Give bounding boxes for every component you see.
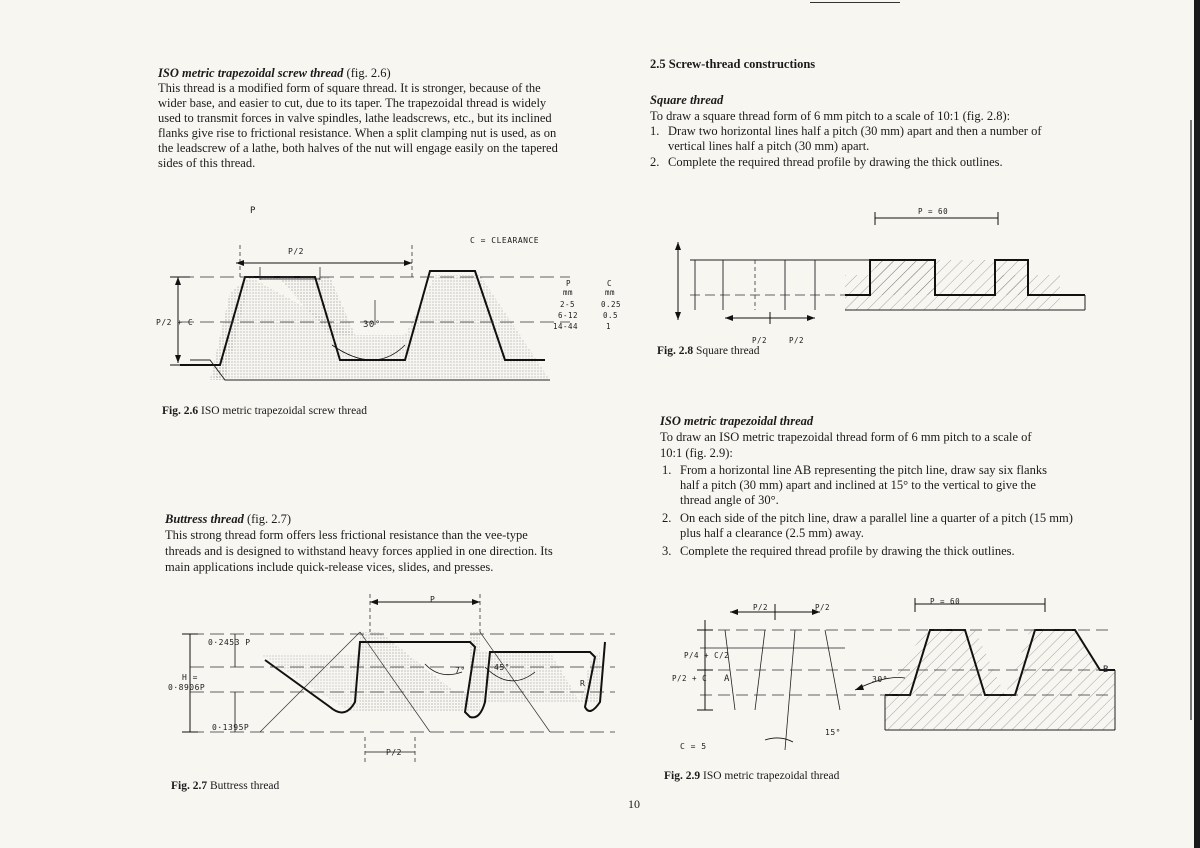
trap2-step-2-line-1: On each side of the pitch line, draw a parallel line a quarter of a pitch (15 mm): [680, 511, 1073, 525]
page-edge-shadow: [1194, 0, 1200, 848]
fig27-label-p2: P/2: [386, 748, 402, 757]
fig26-label-left: P/2 + C: [156, 318, 194, 327]
fig29-label-a: A: [724, 674, 730, 684]
trap2-intro-1: To draw an ISO metric trapezoidal thread form of 6 mm pitch to a scale of: [660, 430, 1032, 444]
fig26-table-row-1-c: 0.25: [601, 300, 622, 309]
fig26-table-row-3-c: 1: [606, 322, 612, 331]
fig29-label-30: 30°: [872, 675, 888, 684]
fig26-table-row-1-p: 2-5: [560, 300, 576, 309]
fig28-label-p60: P = 60: [918, 207, 949, 216]
fig28-label-p2b: P/2: [789, 336, 805, 345]
fig27-label-a: 0·2453 P: [208, 638, 251, 647]
trap2-step-1-num: 1.: [662, 463, 672, 477]
fig29-label-p2b: P/2: [815, 603, 831, 612]
fig27-label-hv: 0·8906P: [168, 683, 206, 692]
trap2-step-2-line-2: plus half a clearance (2.5 mm) away.: [680, 526, 864, 540]
fig26-table-head-c: C: [607, 279, 613, 288]
fig27-label-7: 7°: [455, 666, 466, 675]
trap2-step-1-line-3: thread angle of 30°.: [680, 493, 779, 507]
trap2-step-1-line-1: From a horizontal line AB representing the pitch line, draw say six flanks: [680, 463, 1047, 477]
fig26-caption: Fig. 2.6 ISO metric trapezoidal screw thread: [162, 405, 368, 417]
fig26-table-row-2-c: 0.5: [603, 311, 619, 320]
fig28-caption: Fig. 2.8 Square thread: [657, 345, 760, 357]
fig-2-6-diagram: [150, 205, 630, 385]
trap-line-3: used to transmit forces in valve spindles, lathe leadscrews, etc., but its inclined: [158, 111, 552, 125]
top-rule: [810, 2, 900, 3]
square-step-2-line-1: Complete the required thread profile by drawing the thick outlines.: [668, 155, 1003, 169]
fig28-label-p2a: P/2: [752, 336, 768, 345]
fig27-caption: Fig. 2.7 Buttress thread: [171, 780, 280, 792]
buttress-line-1: This strong thread form offers less frictional resistance than the vee-type: [165, 528, 528, 542]
fig-2-9-diagram: [665, 590, 1125, 760]
buttress-line-3: main applications include quick-release vices, slides, and presses.: [165, 560, 494, 574]
fig29-hatch: [885, 630, 1115, 730]
fig29-label-15: 15°: [825, 728, 841, 737]
trap2-step-1-line-2: half a pitch (30 mm) apart and inclined at 15° to the vertical to give the: [680, 478, 1036, 492]
buttress-heading: Buttress thread (fig. 2.7): [165, 512, 292, 526]
fig29-caption: Fig. 2.9 ISO metric trapezoidal thread: [664, 770, 840, 782]
square-step-2-num: 2.: [650, 155, 660, 169]
fig26-table-row-2-p: 6-12: [558, 311, 579, 320]
square-heading: Square thread: [650, 93, 724, 107]
fig26-table-unit-p: mm: [563, 288, 574, 297]
square-intro: To draw a square thread form of 6 mm pitch to a scale of 10:1 (fig. 2.8):: [650, 109, 1011, 123]
fig29-label-c5: C = 5: [680, 742, 707, 751]
trap-line-2: wider base, and easier to cut, due to its taper. The trapezoidal thread is widely: [158, 96, 547, 110]
fig29-label-left1: P/4 + C/2: [684, 651, 730, 660]
fig29-label-b: B: [1103, 665, 1109, 675]
trap-line-6: sides of this thread.: [158, 156, 256, 170]
fig27-label-h: H =: [182, 673, 198, 682]
trap-line-5: the leadscrew of a lathe, both halves of the nut will engage easily on the tapered: [158, 141, 558, 155]
trap2-step-3-line-1: Complete the required thread profile by drawing the thick outlines.: [680, 544, 1015, 558]
trap-line-1: This thread is a modified form of square thread. It is stronger, because of the: [158, 81, 541, 95]
square-step-1-line-1: Draw two horizontal lines half a pitch (30 mm) apart and then a number of: [668, 124, 1042, 138]
fig26-label-p: P: [250, 206, 256, 216]
fig26-table-head-p: P: [566, 279, 572, 288]
trap2-intro-2: 10:1 (fig. 2.9):: [660, 446, 733, 460]
fig26-label-p2: P/2: [288, 247, 304, 256]
trap2-heading: ISO metric trapezoidal thread: [660, 414, 814, 428]
page-number: 10: [628, 797, 640, 811]
fig-2-8-diagram: [660, 200, 1120, 340]
trap-heading: ISO metric trapezoidal screw thread (fig. 2.6): [158, 66, 391, 80]
fig27-label-45: 45°: [494, 663, 510, 672]
trap2-step-3-num: 3.: [662, 544, 672, 558]
fig26-label-angle: 30°: [363, 320, 381, 330]
fig29-label-p60: P = 60: [930, 597, 961, 606]
section-heading: 2.5 Screw-thread constructions: [650, 57, 816, 71]
fig26-table-unit-c: mm: [605, 288, 616, 297]
fig26-label-clearance: C = CLEARANCE: [470, 236, 540, 245]
trap-line-4: flanks give rise to frictional resistance. When a split clamping nut is used, as on: [158, 126, 557, 140]
fig29-label-left2: P/2 + C: [672, 674, 708, 683]
fig27-label-p: P: [430, 595, 436, 604]
square-step-1-num: 1.: [650, 124, 660, 138]
page-edge-line: [1190, 120, 1192, 720]
buttress-line-2: threads and is designed to withstand heavy forces applied in one direction. Its: [165, 544, 553, 558]
fig27-label-r: R: [580, 679, 586, 688]
square-step-1-line-2: vertical lines half a pitch (30 mm) apart.: [668, 139, 870, 153]
fig27-label-b: 0·1395P: [212, 723, 250, 732]
fig29-label-p2a: P/2: [753, 603, 769, 612]
fig26-table-row-3-p: 14-44: [553, 322, 579, 331]
trap2-step-2-num: 2.: [662, 511, 672, 525]
